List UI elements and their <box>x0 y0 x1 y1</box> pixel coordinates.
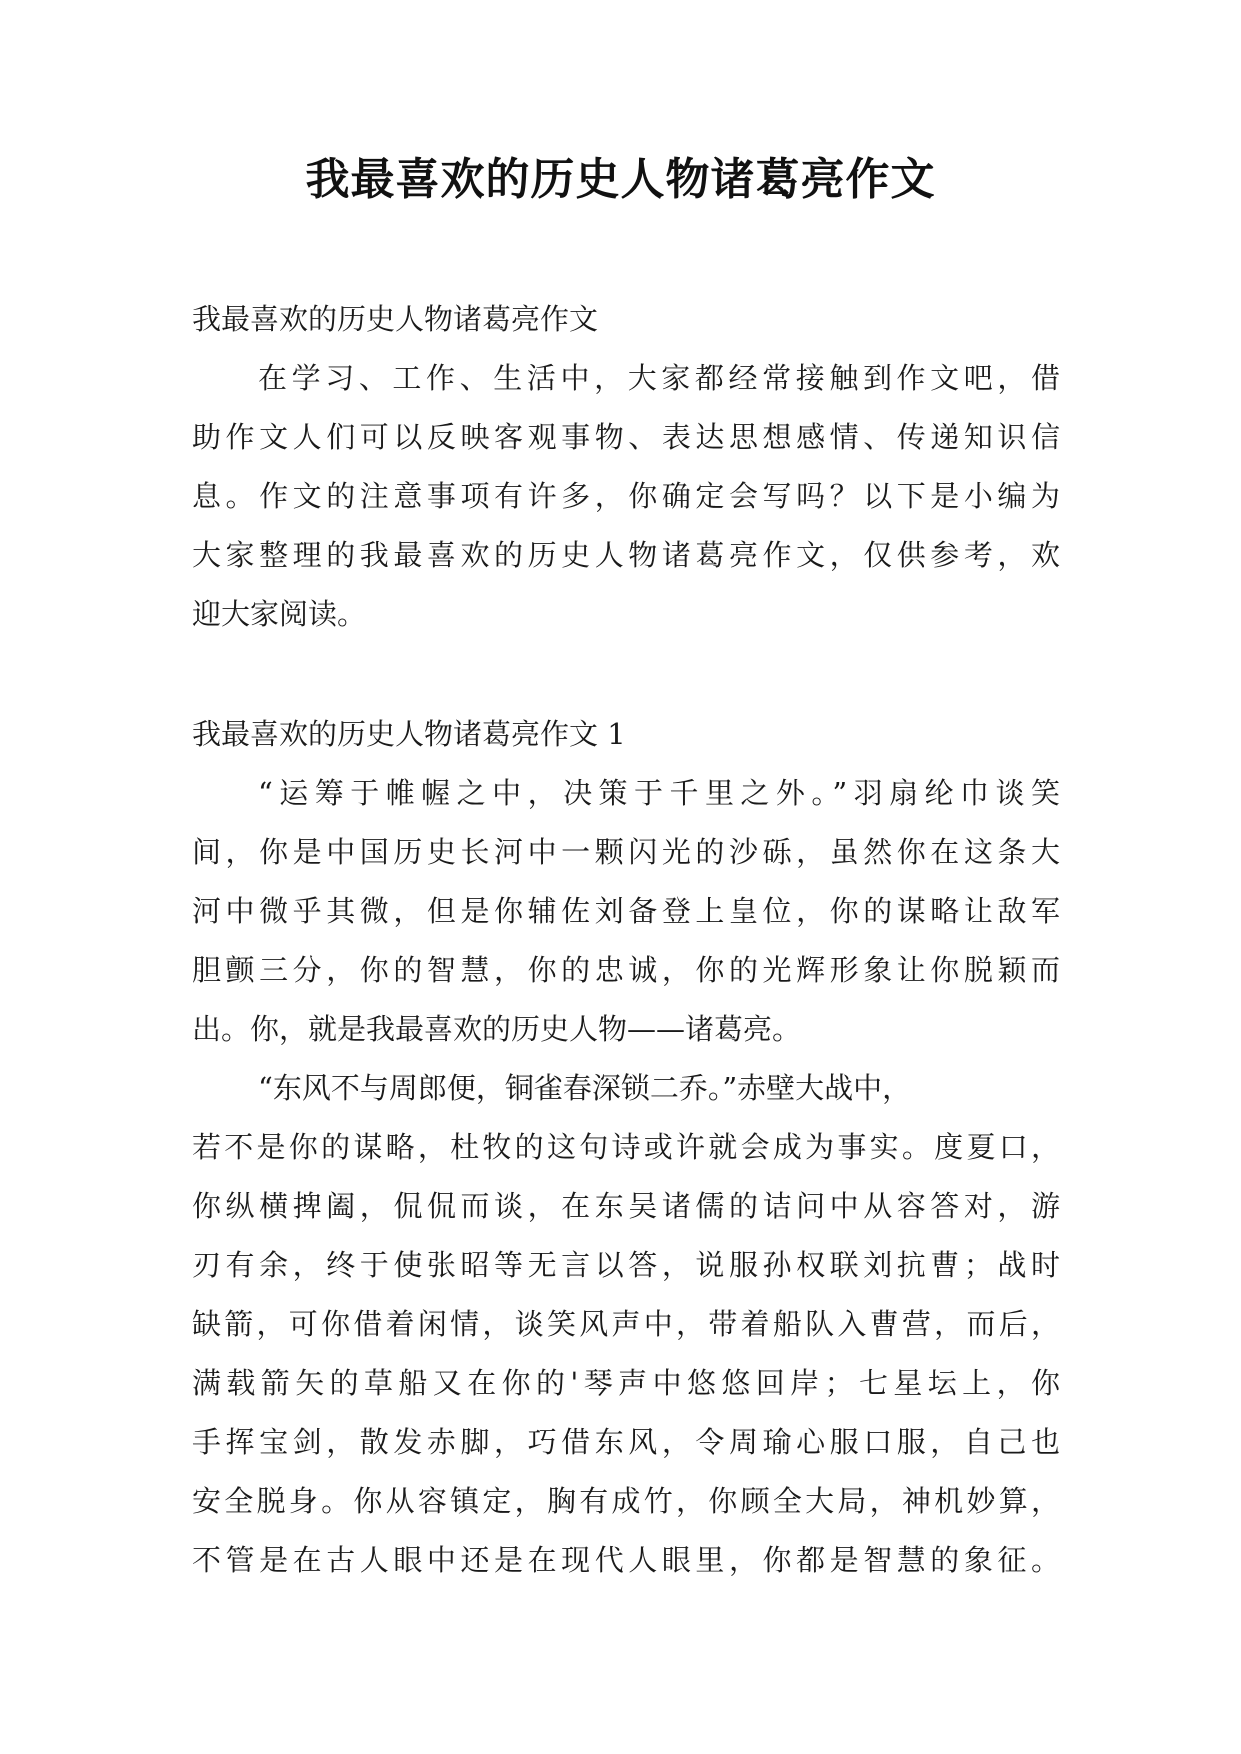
essay-1-paragraph-2 <box>192 1059 1060 1590</box>
paragraph-line: 若不是你的谋略，杜牧的这句诗或许就会成为事实。度夏口， <box>192 1130 1060 1164</box>
intro-line: 大家整理的我最喜欢的历史人物诸葛亮作文，仅供参考，欢 <box>192 538 1060 572</box>
paragraph-line: 间，你是中国历史长河中一颗闪光的沙砾，虽然你在这条大 <box>192 835 1060 869</box>
intro-paragraph <box>192 349 1060 644</box>
paragraph-line: 河中微乎其微，但是你辅佐刘备登上皇位，你的谋略让敌军 <box>192 894 1060 928</box>
intro-line: 在学习、工作、生活中，大家都经常接触到作文吧，借 <box>258 361 1060 395</box>
essay-1-heading: 我最喜欢的历史人物诸葛亮作文 1 <box>192 717 626 751</box>
paragraph-line: 刃有余，终于使张昭等无言以答，说服孙权联刘抗曹；战时 <box>192 1248 1060 1282</box>
paragraph-line: 缺箭，可你借着闲情，谈笑风声中，带着船队入曹营，而后， <box>192 1307 1060 1341</box>
intro-line: 息。作文的注意事项有许多，你确定会写吗？以下是小编为 <box>192 479 1060 513</box>
paragraph-line: “运筹于帷幄之中，决策于千里之外。”羽扇纶巾谈笑 <box>258 776 1060 810</box>
subtitle: 我最喜欢的历史人物诸葛亮作文 <box>192 302 599 336</box>
paragraph-line: 胆颤三分，你的智慧，你的忠诚，你的光辉形象让你脱颖而 <box>192 953 1060 987</box>
paragraph-line: 满载箭矢的草船又在你的'琴声中悠悠回岸；七星坛上，你 <box>192 1366 1060 1400</box>
paragraph-line: 安全脱身。你从容镇定，胸有成竹，你顾全大局，神机妙算， <box>192 1484 1060 1518</box>
intro-line: 迎大家阅读。 <box>192 597 367 631</box>
document-title: 我最喜欢的历史人物诸葛亮作文 <box>305 154 936 205</box>
essay-1-paragraph-1 <box>192 764 1060 1059</box>
paragraph-line: “东风不与周郎便，铜雀春深锁二乔。”赤壁大战中， <box>258 1071 912 1105</box>
paragraph-line: 出。你，就是我最喜欢的历史人物——诸葛亮。 <box>192 1012 802 1046</box>
paragraph-line: 手挥宝剑，散发赤脚，巧借东风，令周瑜心服口服，自己也 <box>192 1425 1060 1459</box>
paragraph-line: 你纵横捭阖，侃侃而谈，在东吴诸儒的诘问中从容答对，游 <box>192 1189 1060 1223</box>
intro-line: 助作文人们可以反映客观事物、表达思想感情、传递知识信 <box>192 420 1060 454</box>
section-gap <box>192 644 1060 705</box>
document-body <box>192 290 1060 1590</box>
paragraph-line: 不管是在古人眼中还是在现代人眼里，你都是智慧的象征。 <box>192 1543 1060 1577</box>
